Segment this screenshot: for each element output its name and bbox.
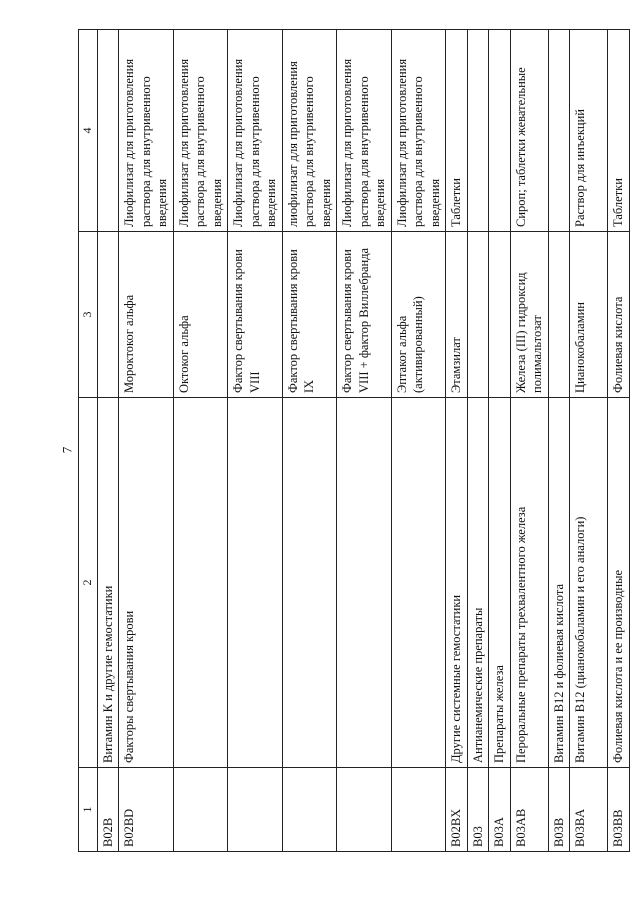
table-row [228,30,283,852]
row-form-cell: Лиофилизат для приготовления раствора для внутривенного введения [119,30,174,232]
row-code-cell [391,768,446,852]
row-code-cell: B03BB [608,768,630,852]
row-form-cell [489,30,511,232]
row-group-cell [173,398,228,768]
row-substance-cell: Октоког альфа [173,232,228,398]
row-form-cell: Лиофилизат для приготовления раствора для внутривенного введения [228,30,283,232]
row-form-cell [467,30,489,232]
row-form-cell: Сироп; таблетки жевательные [510,30,548,232]
row-code-cell [282,768,337,852]
row-form-cell: Лиофилизат для приготовления раствора для внутривенного введения [337,30,392,232]
table-row [282,30,337,852]
table-row [97,30,119,852]
row-group-cell: Фолиевая кислота и ее производные [608,398,630,768]
row-substance-cell: Фактор свертывания крови VIII [228,232,283,398]
row-code-cell: B02B [97,768,119,852]
row-group-cell [391,398,446,768]
row-group-cell: Витамин B12 (цианокобаламин и его аналоги) [570,398,608,768]
row-code-cell [228,768,283,852]
row-form-cell [97,30,119,232]
row-form-cell: Лиофилизат для приготовления раствора для внутривенного введения [391,30,446,232]
column-header-2: 2 [79,398,98,768]
row-substance-cell [489,232,511,398]
row-group-cell: Другие системные гемостатики [446,398,468,768]
row-form-cell: Лиофилизат для приготовления раствора для внутривенного введения [173,30,228,232]
row-code-cell: B03AB [510,768,548,852]
row-substance-cell: Этамзилат [446,232,468,398]
row-substance-cell: Мороктоког альфа [119,232,174,398]
rotated-sheet [78,30,626,852]
row-form-cell: Раствор для инъекций [570,30,608,232]
row-substance-cell: Эптаког альфа (активированный) [391,232,446,398]
row-substance-cell [548,232,570,398]
row-group-cell: Факторы свертывания крови [119,398,174,768]
row-substance-cell: Железа (III) гидроксид полимальтозат [510,232,548,398]
row-substance-cell [467,232,489,398]
row-code-cell: B02BD [119,768,174,852]
row-form-cell [548,30,570,232]
table-row [173,30,228,852]
table-row [608,30,630,852]
row-group-cell: Пероральные препараты трехвалентного железа [510,398,548,768]
table-row [570,30,608,852]
table-row [391,30,446,852]
row-substance-cell: Фактор свертывания крови IX [282,232,337,398]
table-row [467,30,489,852]
row-code-cell: B03 [467,768,489,852]
table-row [489,30,511,852]
row-substance-cell [97,232,119,398]
row-substance-cell: Цианокобаламин [570,232,608,398]
row-group-cell [228,398,283,768]
row-code-cell: B02BX [446,768,468,852]
row-form-cell: Таблетки [446,30,468,232]
row-code-cell: B03BA [570,768,608,852]
row-substance-cell: Фолиевая кислота [608,232,630,398]
row-group-cell: Витамин К и другие гемостатики [97,398,119,768]
row-group-cell: Антианемические препараты [467,398,489,768]
row-code-cell [337,768,392,852]
row-code-cell: B03B [548,768,570,852]
table-row [337,30,392,852]
table-row [548,30,570,852]
row-code-cell [173,768,228,852]
page-number: 7 [59,446,75,454]
table-row [446,30,468,852]
column-header-row [79,30,98,852]
column-header-4: 4 [79,30,98,232]
table-row [119,30,174,852]
row-group-cell: Препараты железа [489,398,511,768]
drug-table [78,29,630,852]
row-form-cell: Таблетки [608,30,630,232]
row-group-cell [337,398,392,768]
column-header-3: 3 [79,232,98,398]
row-substance-cell: Фактор свертывания крови VIII + фактор Виллебранда [337,232,392,398]
row-group-cell: Витамин B12 и фолиевая кислота [548,398,570,768]
row-group-cell [282,398,337,768]
column-header-1: 1 [79,768,98,852]
row-form-cell: лиофилизат для приготовления раствора для внутривенного введения [282,30,337,232]
table-row [510,30,548,852]
row-code-cell: B03A [489,768,511,852]
